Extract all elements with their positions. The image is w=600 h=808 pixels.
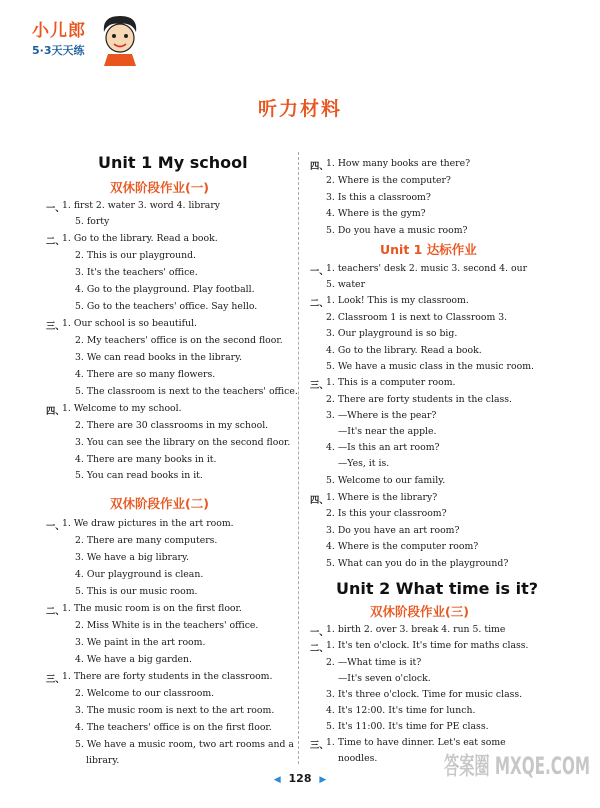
text-line: 5. water [326,279,366,290]
text-line: 3. The music room is next to the art room. [75,705,275,716]
text-line: 5. Welcome to our family. [326,475,446,486]
text-line: 3. It's the teachers' office. [75,267,198,278]
page-number: 128 [288,772,312,785]
text-line: 1. Welcome to my school. [62,403,182,414]
text-line: 1. birth 2. over 3. break 4. run 5. time [326,624,506,635]
text-line: 2. Classroom 1 is next to Classroom 3. [326,312,508,323]
text-line: 4. Where is the computer room? [326,541,479,552]
text-line: 5. We have a music room, two art rooms and a [75,739,294,750]
text-line: 5. forty [75,216,110,227]
text-line: 3. We can read books in the library. [75,352,243,363]
next-page-arrow-icon: ▶ [319,775,327,785]
text-line: 2. There are many computers. [75,535,218,546]
text-line: 1. It's ten o'clock. It's time for maths class. [326,640,529,651]
text-line: 1. teachers' desk 2. music 3. second 4. our [326,263,528,274]
text-line: 3. Is this a classroom? [326,192,431,203]
text-line: 2. —What time is it? [326,657,422,668]
unit2-title: Unit 2 What time is it? [336,579,539,598]
question-number: 一、 [310,627,329,638]
question-number: 二、 [46,236,65,247]
text-line: 2. Welcome to our classroom. [75,688,215,699]
logo-brand-name: 小儿郎 [32,21,86,41]
text-line: 2. My teachers' office is on the second floor. [75,335,283,346]
section-title-weekend-2: 双休阶段作业(二) [110,496,209,511]
watermark-logo [442,744,592,802]
text-line: library. [86,755,120,766]
text-line: 1. Look! This is my classroom. [326,295,469,306]
text-line: 5. Go to the teachers' office. Say hello. [75,301,258,312]
section-title-weekend-3: 双休阶段作业(三) [370,604,469,619]
text-line: 1. The music room is on the first floor. [62,603,242,614]
text-line: —It's near the apple. [338,426,437,437]
text-line: 3. Do you have an art room? [326,525,460,536]
question-number: 一、 [46,521,65,532]
question-number: 二、 [310,643,329,654]
text-line: 1. This is a computer room. [326,377,456,388]
text-line: 5. This is our music room. [75,586,198,597]
page-title: 听力材料 [257,98,342,120]
text-line: 1. first 2. water 3. word 4. library [62,200,221,211]
watermark-text: 答案圈 MXQE.COM [444,752,590,780]
text-line: 1. We draw pictures in the art room. [62,518,234,529]
question-number: 三、 [310,380,329,391]
text-line: 4. There are many books in it. [75,454,217,465]
text-line: 2. There are 30 classrooms in my school. [75,420,269,431]
question-number: 二、 [310,298,329,309]
text-line: 3. We paint in the art room. [75,637,206,648]
text-line: 4. We have a big garden. [75,654,192,665]
text-line: 2. There are forty students in the class. [326,394,513,405]
unit1-title: Unit 1 My school [98,153,248,172]
text-line: 1. Go to the library. Read a book. [62,233,218,244]
text-line: 3. It's three o'clock. Time for music class. [326,689,523,700]
section-title-weekend-1: 双休阶段作业(一) [110,180,209,195]
text-line: 4. Go to the library. Read a book. [326,345,482,356]
text-line: 3. —Where is the pear? [326,410,437,421]
text-line: 4. Our playground is clean. [75,569,204,580]
logo-series-name: 5·3天天练 [32,44,85,57]
text-line: 1. Time to have dinner. Let's eat some [326,737,506,748]
question-number: 二、 [46,606,65,617]
question-number: 四、 [46,406,65,417]
brand-logo [30,16,140,76]
text-line: 4. The teachers' office is on the first floor. [75,722,272,733]
column-divider [298,152,299,764]
text-line: 4. Go to the playground. Play football. [75,284,255,295]
question-number: 三、 [46,674,65,685]
text-line: 5. We have a music class in the music room. [326,361,534,372]
text-line: 1. There are forty students in the classroom. [62,671,273,682]
question-number: 四、 [310,495,329,506]
text-line: 5. Do you have a music room? [326,225,468,236]
question-number: 三、 [46,321,65,332]
text-line: 2. Where is the computer? [326,175,451,186]
text-line: 3. You can see the library on the second floor. [75,437,291,448]
text-line: —It's seven o'clock. [338,673,431,684]
text-line: 4. There are so many flowers. [75,369,216,380]
text-line: —Yes, it is. [338,458,390,469]
text-line: noodles. [338,753,378,764]
question-number: 四、 [310,161,329,172]
text-line: 3. We have a big library. [75,552,189,563]
question-number: 一、 [310,266,329,277]
text-line: 5. The classroom is next to the teachers' office. [75,386,298,397]
text-line: 2. Miss White is in the teachers' office. [75,620,259,631]
text-line: 5. You can read books in it. [75,470,203,481]
text-line: 1. Our school is so beautiful. [62,318,197,329]
text-line: 1. How many books are there? [326,158,471,169]
question-number: 三、 [310,740,329,751]
text-line: 2. Is this your classroom? [326,508,447,519]
text-line: 4. —Is this an art room? [326,442,440,453]
prev-page-arrow-icon: ◀ [273,775,281,785]
section-title-unit1-test: Unit 1 达标作业 [380,242,477,257]
text-line: 2. This is our playground. [75,250,196,261]
text-line: 5. What can you do in the playground? [326,558,509,569]
text-line: 5. It's 11:00. It's time for PE class. [326,721,489,732]
text-line: 1. Where is the library? [326,492,438,503]
text-line: 4. Where is the gym? [326,208,426,219]
text-line: 4. It's 12:00. It's time for lunch. [326,705,476,716]
question-number: 一、 [46,203,65,214]
cartoon-boy-icon [98,14,142,66]
text-line: 3. Our playground is so big. [326,328,458,339]
